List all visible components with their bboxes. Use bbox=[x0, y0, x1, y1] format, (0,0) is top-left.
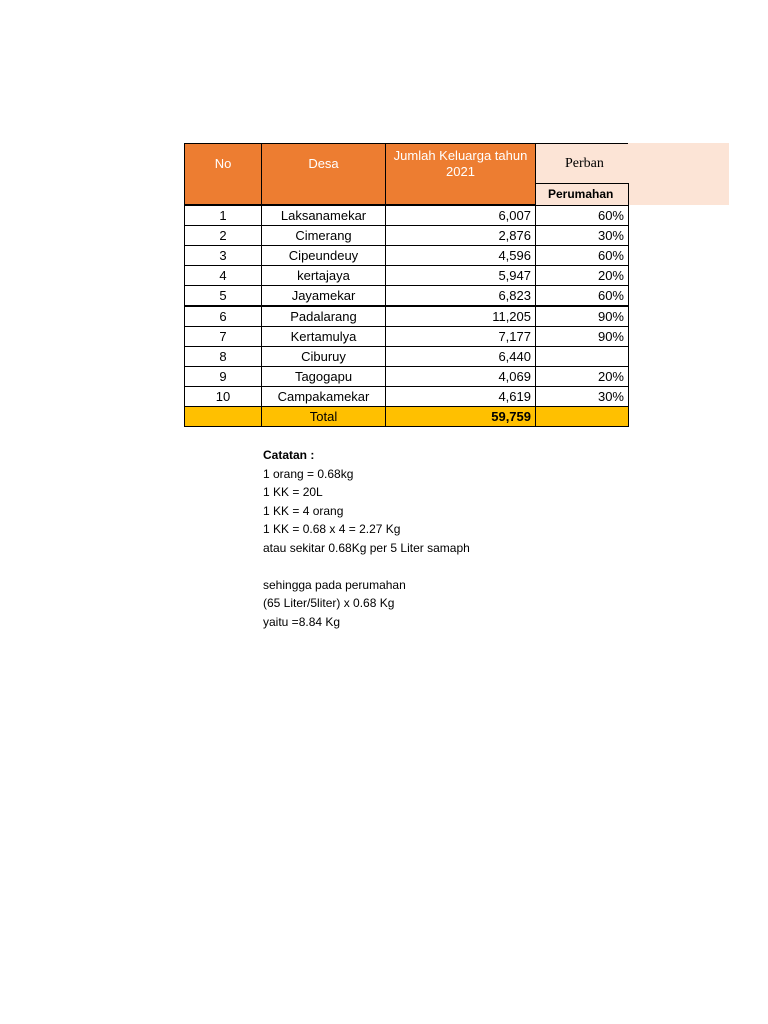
header-perumahan bbox=[535, 183, 629, 205]
header-no bbox=[184, 143, 262, 205]
cell-jumlah: 2,876 bbox=[385, 225, 536, 246]
cell-no: 8 bbox=[184, 346, 262, 367]
cell-jumlah: 4,619 bbox=[385, 386, 536, 407]
cell-perumahan-pct bbox=[535, 346, 629, 367]
cell-jumlah: 11,205 bbox=[385, 306, 536, 327]
notes-line: 1 orang = 0.68kg bbox=[263, 466, 354, 481]
notes-line bbox=[263, 557, 470, 576]
cell-desa: Laksanamekar bbox=[261, 205, 386, 226]
total-value-text: 59,759 bbox=[491, 409, 531, 424]
total-label-text: Total bbox=[309, 409, 338, 424]
cell-desa: Tagogapu bbox=[261, 366, 386, 387]
cell-jumlah: 6,823 bbox=[385, 285, 536, 306]
total-value bbox=[385, 406, 536, 427]
cell-jumlah: 4,596 bbox=[385, 245, 536, 266]
total-no-cell bbox=[184, 406, 262, 427]
header-jumlah bbox=[385, 143, 536, 205]
cell-no: 9 bbox=[184, 366, 262, 387]
notes-line: 1 KK = 20L bbox=[263, 485, 323, 499]
cell-desa: Jayamekar bbox=[261, 285, 386, 306]
cell-perumahan-pct: 20% bbox=[535, 265, 629, 286]
notes-line: sehingga pada perumahan bbox=[263, 577, 406, 592]
total-label bbox=[261, 406, 386, 427]
cell-perumahan-pct: 90% bbox=[535, 326, 629, 347]
cell-no: 7 bbox=[184, 326, 262, 347]
cell-desa: Padalarang bbox=[261, 306, 386, 327]
notes-line: yaitu =8.84 Kg bbox=[263, 614, 341, 629]
header-desa-label: Desa bbox=[308, 156, 339, 171]
cell-jumlah: 6,440 bbox=[385, 346, 536, 367]
total-pct-cell bbox=[535, 406, 629, 427]
cell-desa: Cipeundeuy bbox=[261, 245, 386, 266]
notes bbox=[263, 446, 470, 631]
header-jumlah-line2: 2021 bbox=[446, 164, 475, 179]
header-perban bbox=[535, 143, 628, 183]
cell-desa: Kertamulya bbox=[261, 326, 386, 347]
header-desa bbox=[261, 143, 386, 205]
cell-perumahan-pct: 30% bbox=[535, 386, 629, 407]
header-jumlah-line1: Jumlah Keluarga tahun bbox=[393, 148, 528, 163]
cell-perumahan-pct: 60% bbox=[535, 245, 629, 266]
cell-no: 3 bbox=[184, 245, 262, 266]
cell-perumahan-pct: 60% bbox=[535, 285, 629, 306]
notes-line: 1 KK = 4 orang bbox=[263, 503, 344, 518]
cell-no: 6 bbox=[184, 306, 262, 327]
cell-perumahan-pct: 20% bbox=[535, 366, 629, 387]
cell-no: 1 bbox=[184, 205, 262, 226]
header-perban-label: Perban bbox=[565, 156, 604, 171]
cell-desa: Ciburuy bbox=[261, 346, 386, 367]
notes-title: Catatan : bbox=[263, 448, 315, 462]
cell-desa: Cimerang bbox=[261, 225, 386, 246]
cell-desa: Campakamekar bbox=[261, 386, 386, 407]
cell-no: 5 bbox=[184, 285, 262, 306]
cell-no: 2 bbox=[184, 225, 262, 246]
cell-desa: kertajaya bbox=[261, 265, 386, 286]
notes-line: atau sekitar 0.68Kg per 5 Liter samaph bbox=[263, 540, 470, 555]
cell-jumlah: 4,069 bbox=[385, 366, 536, 387]
cell-perumahan-pct: 90% bbox=[535, 306, 629, 327]
cell-no: 10 bbox=[184, 386, 262, 407]
notes-line: (65 Liter/5liter) x 0.68 Kg bbox=[263, 596, 395, 610]
notes-line: 1 KK = 0.68 x 4 = 2.27 Kg bbox=[263, 522, 401, 536]
cell-perumahan-pct: 60% bbox=[535, 205, 629, 226]
header-no-label: No bbox=[214, 156, 232, 171]
cell-jumlah: 6,007 bbox=[385, 205, 536, 226]
header-perumahan-label: Perumahan bbox=[548, 187, 614, 201]
cell-no: 4 bbox=[184, 265, 262, 286]
cell-perumahan-pct: 30% bbox=[535, 225, 629, 246]
cell-jumlah: 5,947 bbox=[385, 265, 536, 286]
cell-jumlah: 7,177 bbox=[385, 326, 536, 347]
